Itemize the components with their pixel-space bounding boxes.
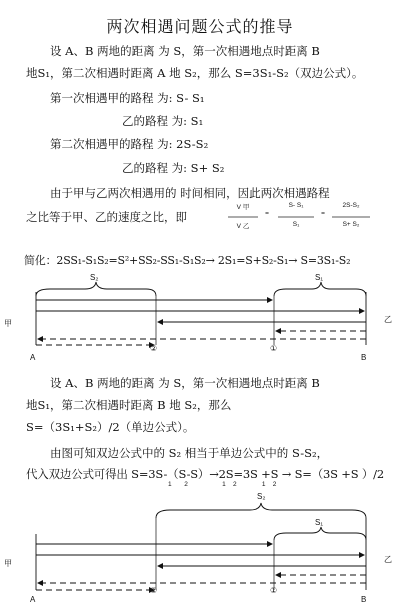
d2-label-b: B <box>361 595 367 604</box>
d2-label-jia: 甲 <box>4 559 12 568</box>
d2-label-s2: S₂ <box>257 492 266 501</box>
d2-label-a: A <box>30 595 36 604</box>
ratio-eq-1: = <box>265 210 269 217</box>
para2-line1: 设 A、B 两地的距离 为 S，第一次相遇地点时距离 B <box>50 376 320 390</box>
ratio-frac2-num: 2S-S₂ <box>342 202 360 209</box>
ratio-v-jia: V 甲 <box>236 204 250 211</box>
simplify-line: 简化：2SS₁-S₁S₂=S²+SS₂-SS₁-S₁S₂→ 2S₁=S+S₂-S₁→ S=3S₁-S₂ <box>24 254 351 267</box>
d2-label-s1: S₁ <box>315 518 324 527</box>
para1-line7: 由于甲与乙两次相遇用的 时间相同，因此两次相遇路程 <box>50 186 330 200</box>
d1-label-b: B <box>361 353 367 362</box>
page-title: 两次相遇问题公式的推导 <box>106 17 294 36</box>
para1-line5: 第二次相遇甲的路程 为: 2S-S₂ <box>50 137 209 151</box>
d2-label-yi: 乙 <box>384 555 392 564</box>
ratio-frac1-den: S₁ <box>292 221 300 228</box>
para1-line6: 乙的路程 为: S+ S₂ <box>122 161 225 175</box>
para1-line3: 第一次相遇甲的路程 为: S- S₁ <box>50 91 205 105</box>
d1-label-meet2: ② <box>150 344 158 353</box>
ratio-eq-2: = <box>321 210 325 217</box>
ratio-frac2-den: S+ S₂ <box>342 221 360 228</box>
para2-line3: S=（3S₁+S₂）/2（单边公式）。 <box>26 420 195 434</box>
para2-line5: 代入双边公式可得出 S=3S-（S-S）→2S=3S +S → S=（3S +S ）/2 <box>26 467 384 481</box>
para2-line4: 由图可知双边公式中的 S₂ 相当于单边公式中的 S-S₂， <box>50 446 329 460</box>
ratio-v-yi: V 乙 <box>236 223 250 230</box>
d2-label-meet2: ② <box>150 586 158 595</box>
para2-line2: 地S₁，第二次相遇时距离 B 地 S₂，那么 <box>26 398 232 412</box>
d1-label-jia: 甲 <box>4 319 12 328</box>
diagram-2 <box>36 503 366 590</box>
para1-line1: 设 A、B 两地的距离 为 S，第一次相遇地点时距离 B <box>50 44 320 58</box>
para1-line8: 之比等于甲、乙的速度之比，即 <box>26 210 187 224</box>
d1-label-a: A <box>30 353 36 362</box>
d1-label-meet1: ① <box>270 344 278 353</box>
diagram-1 <box>36 282 366 345</box>
d1-label-s2: S₂ <box>90 273 99 282</box>
d1-label-yi: 乙 <box>384 315 392 324</box>
para1-line4: 乙的路程 为: S₁ <box>122 114 204 128</box>
para1-line2: 地S₁，第二次相遇时距离 A 地 S₂，那么 S=3S₁-S₂（双边公式）。 <box>26 66 364 80</box>
d1-label-s1: S₁ <box>315 273 324 282</box>
d2-label-meet1: ① <box>270 586 278 595</box>
ratio-frac1-num: S- S₁ <box>288 202 304 209</box>
para2-line5-subscripts: 1 2 1 2 1 2 <box>168 481 277 488</box>
